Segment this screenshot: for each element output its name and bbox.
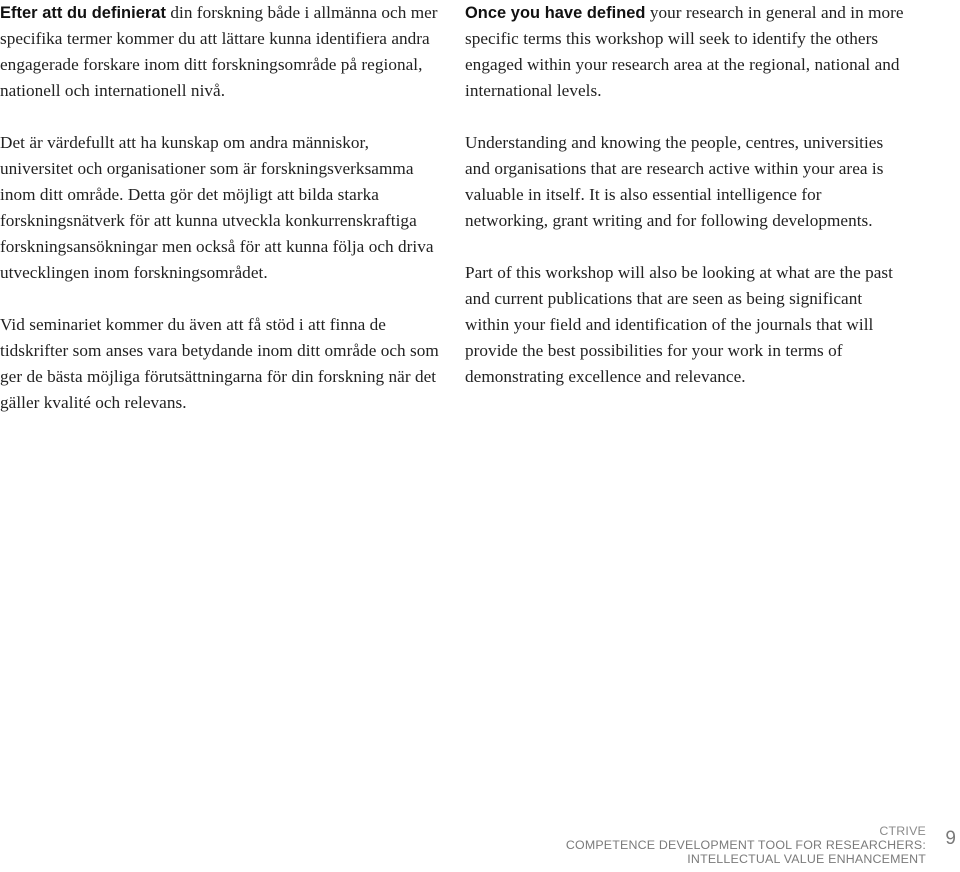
swedish-paragraph-2	[0, 130, 440, 286]
footer-subtitle-line-1: COMPETENCE DEVELOPMENT TOOL FOR RESEARCHERS:	[565, 838, 926, 852]
swedish-paragraph-1-text: din forskning både i allmänna och mer specifika termer kommer du att lättare kunna identifiera andra engagerade forskare inom ditt forskningsområde på regional, nationell och internationell nivå.	[0, 3, 438, 100]
swedish-paragraph-2-text: Det är värdefullt att ha kunskap om andra människor, universitet och organisationer som är forskningsverksamma inom ditt område. Detta gör det möjligt att bilda starka forskningsnätverk för att kunna utveckla konkurrenskraftiga forskningsansökningar men också för att kunna följa och driva utvecklingen inom forskningsområdet.	[0, 133, 434, 282]
swedish-lead-in: Efter att du definierat	[0, 4, 166, 22]
english-paragraph-2-text: Understanding and knowing the people, centres, universities and organisations that are research active within your area is valuable in itself. It is also essential intelligence for networking, grant writing and for following developments.	[465, 133, 884, 230]
swedish-paragraph-1	[0, 0, 440, 104]
swedish-paragraph-3	[0, 312, 440, 416]
english-paragraph-1-text: your research in general and in more specific terms this workshop will seek to identify the others engaged within your research area at the regional, national and international levels.	[465, 3, 904, 100]
english-lead-in: Once you have defined	[465, 4, 646, 22]
english-paragraph-3-text: Part of this workshop will also be looking at what are the past and current publications that are seen as being significant within your field and identification of the journals that will provide the best possibilities for your work in terms of demonstrating excellence and relevance.	[465, 263, 893, 386]
page-footer	[566, 824, 926, 866]
english-column	[465, 0, 905, 390]
english-paragraph-1	[465, 0, 905, 104]
page-number: 9	[945, 828, 956, 849]
english-paragraph-2	[465, 130, 905, 234]
footer-brand: CTRIVE	[879, 824, 926, 838]
swedish-paragraph-3-text: Vid seminariet kommer du även att få stöd i att finna de tidskrifter som anses vara betydande inom ditt område och som ger de bästa möjliga förutsättningarna för din forskning när det gäller kvalité och relevans.	[0, 315, 439, 412]
english-paragraph-3	[465, 260, 905, 390]
swedish-column	[0, 0, 440, 416]
footer-subtitle-line-2: INTELLECTUAL VALUE ENHANCEMENT	[687, 852, 926, 866]
